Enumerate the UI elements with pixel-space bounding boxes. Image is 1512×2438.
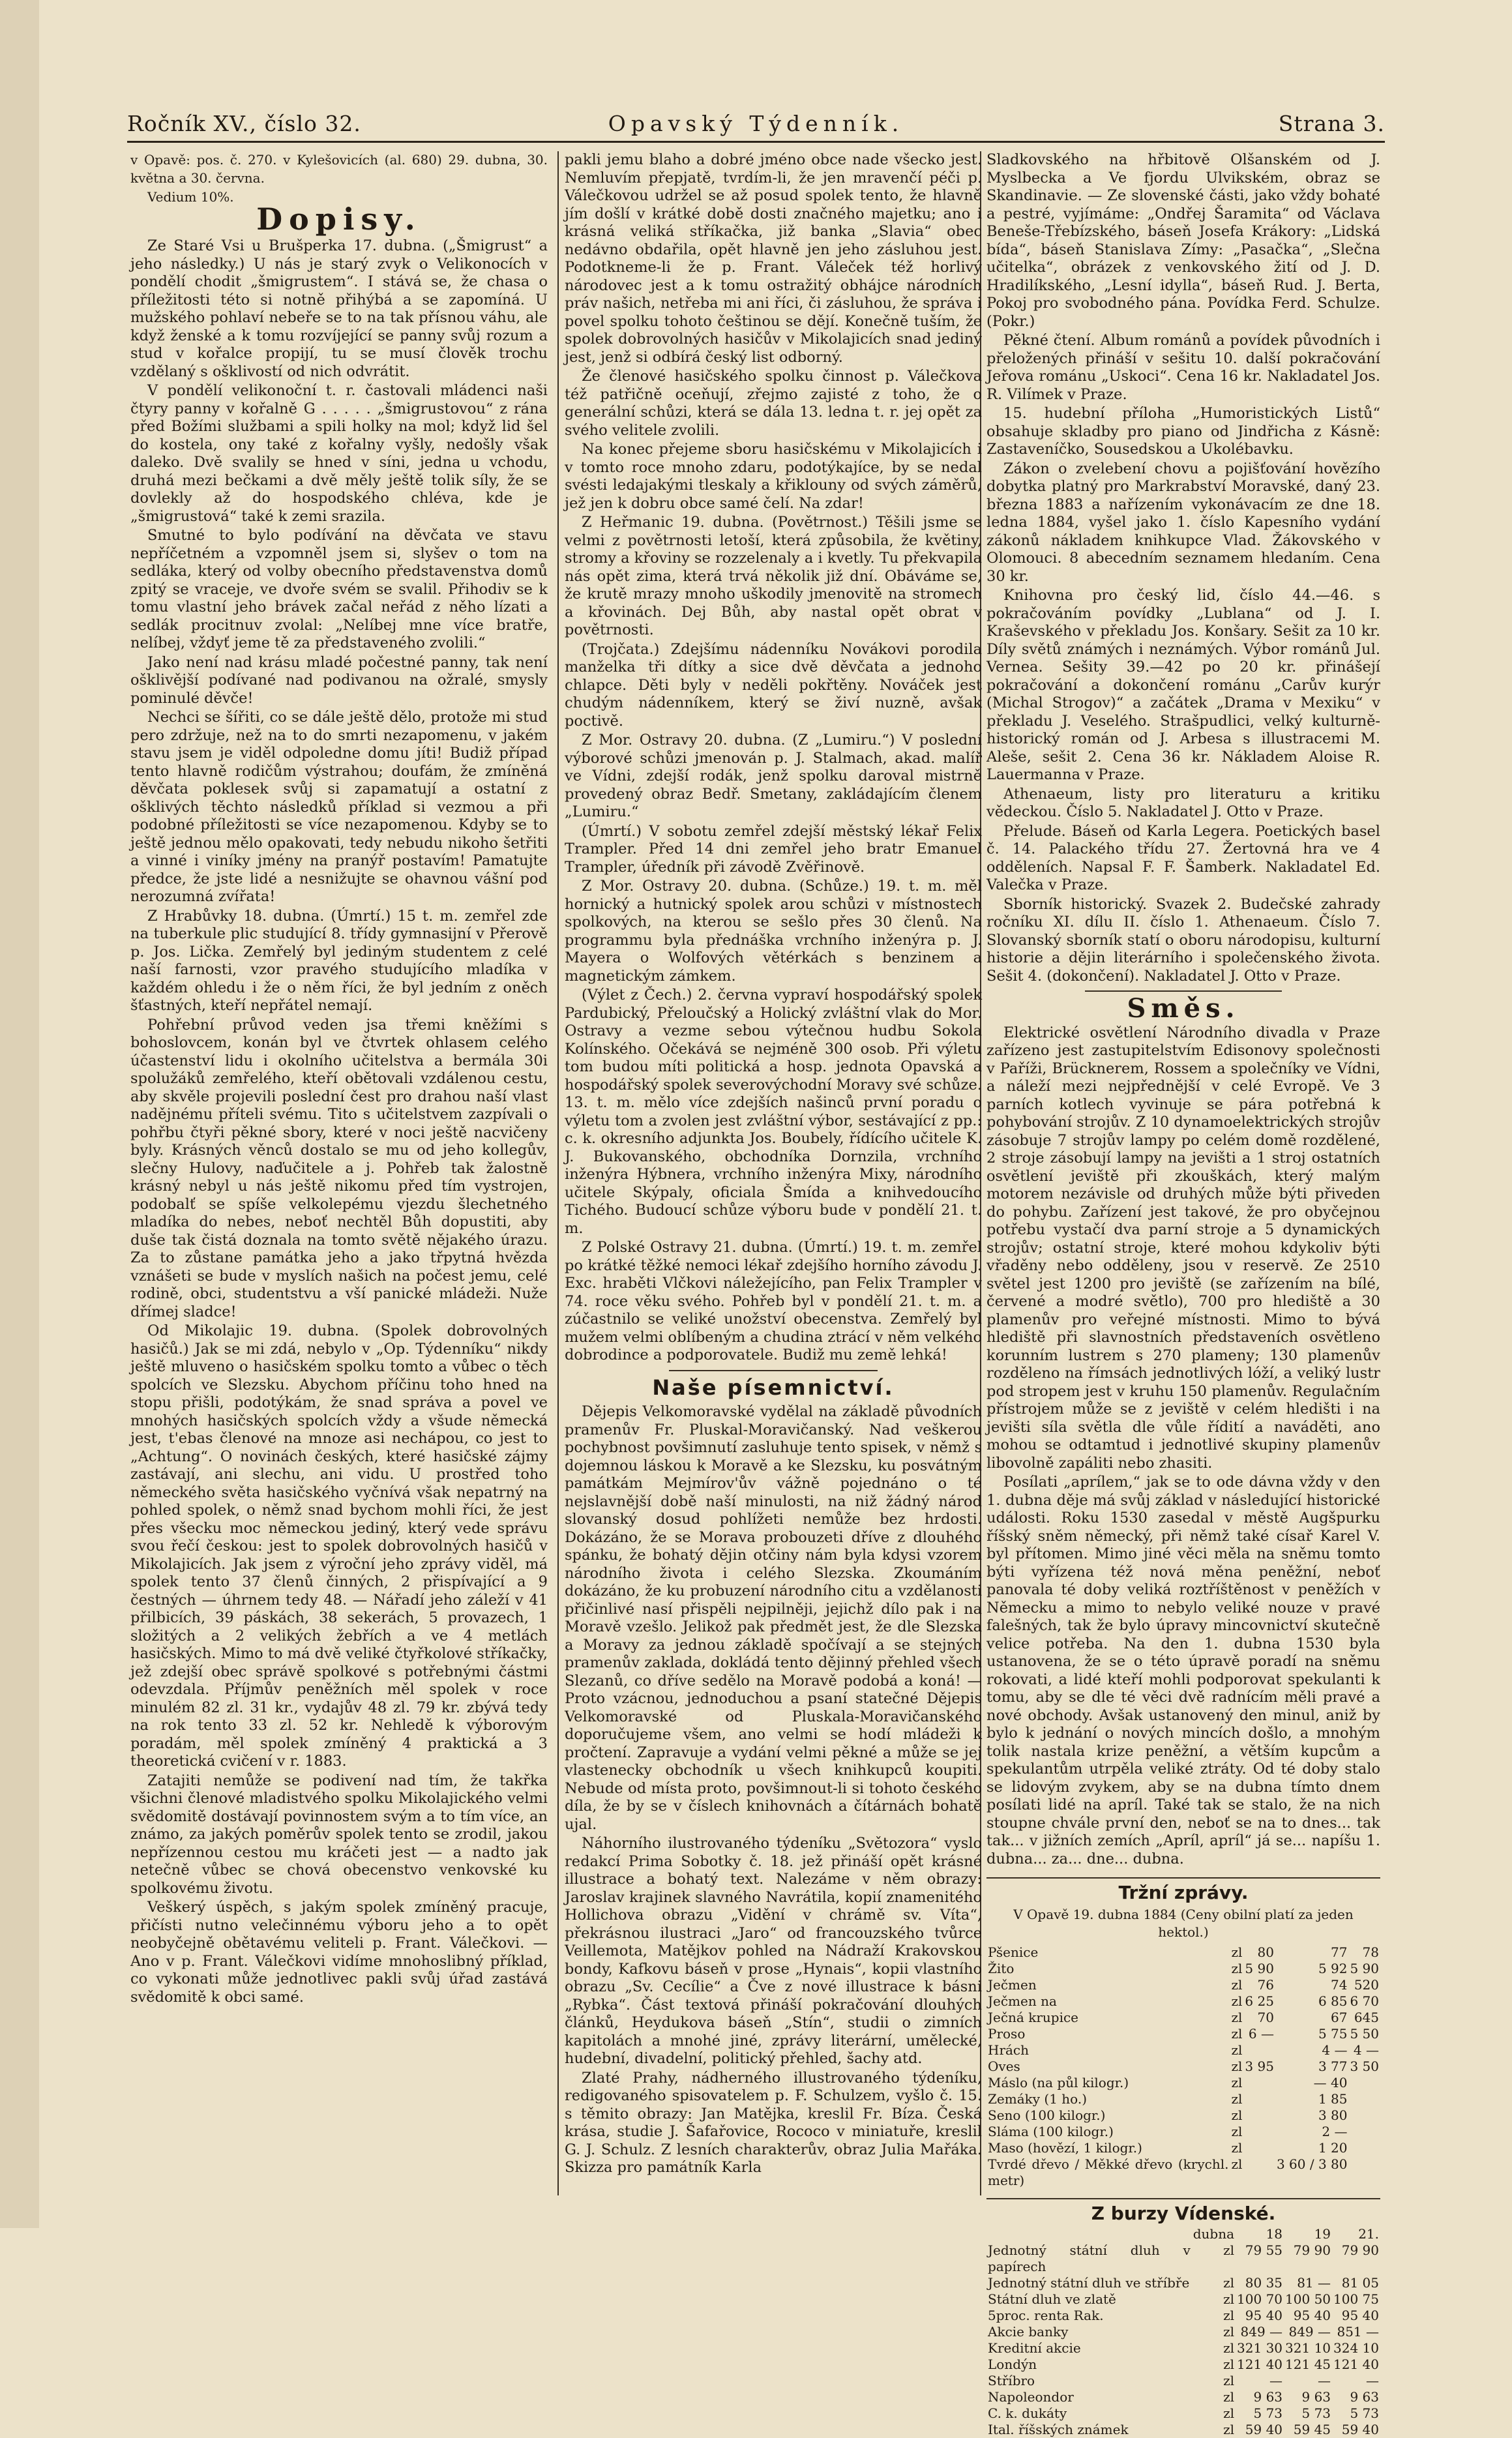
literature-paragraph: Zákon o zvelebení chovu a pojišťování hovězího dobytka platný pro Markrabství Moravské, daný 23. března 1883 a nařízením vykonávacím ze dne 18. ledna 1884, vyšel jako 1. číslo Kapesního vydání zákonů nákladem knihkupce Vlad. Žákovského v Olomouci. 8 abecedním seznamem hledaním. Cena 30 kr. <box>986 460 1380 585</box>
row-label: Tvrdé dřevo / Měkké dřevo (krychl. metr) <box>988 2156 1229 2188</box>
row-value: 9 63 <box>1301 2389 1331 2405</box>
row-value: 2 — <box>1322 2123 1348 2139</box>
vienna-exchange-title: Z burzy Vídenské. <box>986 2198 1380 2223</box>
table-row <box>986 2156 1380 2189</box>
row-value: 4 — <box>1322 2042 1348 2058</box>
row-value: 1 20 <box>1318 2139 1348 2156</box>
row-label: Kreditní akcie <box>988 2340 1081 2356</box>
table-row <box>986 2324 1380 2340</box>
row-label: Hrách <box>988 2042 1030 2058</box>
row-label: Jednotný státní dluh v papírech <box>988 2242 1191 2274</box>
miscellany-title: Směs. <box>1127 993 1240 1024</box>
row-unit: zl <box>1231 2107 1243 2123</box>
row-value: 849 — <box>1288 2324 1331 2340</box>
literature-title: Naše písemnictví. <box>652 1375 895 1400</box>
table-row <box>986 2373 1380 2389</box>
row-value: 6 — <box>1248 2025 1274 2042</box>
row-unit: zl <box>1231 2139 1243 2156</box>
row-value: — 40 <box>1313 2074 1348 2090</box>
row-value: 81 — <box>1297 2275 1331 2291</box>
row-value: — <box>1366 2373 1379 2388</box>
page-header <box>127 104 1385 143</box>
row-value: 95 40 <box>1245 2308 1283 2323</box>
row-label: Ječmen <box>988 1976 1037 1993</box>
row-unit: zl <box>1223 2275 1235 2291</box>
row-value: 5 73 <box>1253 2405 1283 2421</box>
row-unit: zl <box>1231 2074 1243 2090</box>
table-row <box>986 2405 1380 2422</box>
table-row <box>986 2422 1380 2438</box>
column-2 <box>565 151 982 2202</box>
article-paragraph: Že členové hasičského spolku činnost p. Válečkova též patřičně oceňují, zřejmo zajisté z toho, že o generální schůzi, která se dála 13. ledna t. r. jej opět za svého velitele zvolili. <box>565 368 982 439</box>
literature-paragraph: Knihovna pro český lid, číslo 44.—46. s pokračováním povídky „Lublana“ od J. I. Kraševského v překladu Jos. Konšary. Sešit za 10 kr. Díly světů známých i neznámých. Výbor románů Jul. Vernea. Sešity 39.—42 po 20 kr. přinášejí pokračování a dokončení románu „Carův kurýr (Michal Strogov)“ a začátek „Drama v Mexiku“ v překladu J. Veselého. Strašpudlici, velký kulturně-historický román od J. Arbesa s illustracemi M. Aleše, sešit 2. Cena 36 kr. Nákladem Aloise R. Lauermanna v Praze. <box>986 587 1380 783</box>
table-row <box>986 1944 1380 1961</box>
row-unit: zl <box>1231 2009 1243 2025</box>
divider <box>669 1370 878 1371</box>
row-value: 321 10 <box>1285 2340 1331 2356</box>
row-value: 81 05 <box>1341 2275 1379 2291</box>
article-paragraph: (Trojčata.) Zdejšímu nádenníku Novákovi porodila manželka tři dítky a sice dvě děvčata a jednoho chlapce. Děti byly v neděli pokřtěny. Nováček jest chudým nádenníkem, který se živí nuzně, avšak poctivě. <box>565 640 982 730</box>
row-value: 3 80 <box>1318 2107 1348 2123</box>
article-paragraph: Pohřební průvod veden jsa třemi kněžími s bohoslovcem, konán byl ve čtvrtek ohlasem celého účastenství lidu i okolního učitelstva a bermála 30i spolužáků zemřelého, kteří obětovali vzdálenou cestu, aby skvěle projevili poslední čest pro drahou naší vlast nadějnému příteli svému. Tito s učitelstvem zazpívali o pohřbu čtyři pěkné sbory, které v noci ještě nacvičeny byly. Krásných věnců dostalo se mu od jeho kollegův, slečny Hulovy, naďučitele a j. Pohřeb tak žalostně krásný nebyl u nás ještě nikomu před tím vystrojen, podobalť se spíše velkolepému vjezdu šlechetného mladíka do nebes, neboť nechtěl Bůh dopustiti, aby duše tak čistá doznala na tomto světě nějakého úrazu. Za to zůstane památka jeho a jako třpytná hvězda vznášeti se bude v myslích našich na počest jemu, celé rodině, obci, studentstvu a vší panické mládeži. Nuže dřímej sladce! <box>130 1016 548 1320</box>
row-value: 121 40 <box>1237 2356 1283 2372</box>
table-row <box>986 2042 1380 2059</box>
row-value: 77 <box>1331 1944 1348 1960</box>
row-value: 95 40 <box>1341 2308 1379 2323</box>
row-label: 5proc. renta Rak. <box>988 2308 1104 2323</box>
row-value: 5 90 <box>1350 1960 1379 1976</box>
article-paragraph: Ze Staré Vsi u Brušperka 17. dubna. („Šmigrust“ a jeho následky.) U nás je starý zvyk o Velikonocích v pondělí chodit „šmigrustem“. I stává se, že chasa o příležitosti této si notně přihýbá a se zapomíná. U mužského pohlaví nebeře se to na tak přísnou váhu, ale když ženské a k tomu rozvíjející se panny svůj rozum a stud v kořalce propijí, tu se musí člověk trochu vzdělaný s ošklivostí od nich odvrátit. <box>130 237 548 380</box>
article-paragraph: Na konec přejeme sboru hasičskému v Mikolajicích i v tomto roce mnoho zdaru, podotýkajíce, by se nedal svésti ledajakými tleskaly a křiklouny od svých záměrů, jež jen k dobru obce samé čelí. Na zdar! <box>565 441 982 512</box>
row-label: Maso (hovězí, 1 kilogr.) <box>988 2139 1142 2156</box>
row-label: Oves <box>988 2058 1020 2074</box>
row-label: Státní dluh ve zlatě <box>988 2291 1116 2307</box>
row-unit: zl <box>1231 2156 1243 2172</box>
row-label: Proso <box>988 2025 1026 2042</box>
row-value: 851 — <box>1337 2324 1379 2340</box>
lead-text-2: Vedium 10%. <box>147 189 234 205</box>
miscellany-paragraph: Elektrické osvětlení Národního divadla v Praze zařízeno jest zastupitelstvím Edisonovy společnosti v Paříži, Brücknerem, Rossem a společníky ve Vídni, a náleží mezi nejpřednější v celé Evropě. Ve 3 parních kotlech vyvinuje se pára potřebná k pohybování strojův. Z 10 dynamoelektrických strojův zásobuje 7 strojův lampy po celém domě rozdělené, 2 stroje zásobují lampy na jevišti a 1 stroj ostatních osvětlení jeviště při zkouškách, který malým motorem nezávisle od druhých může býti přiveden do pohybu. Zařízení jest takové, že pro obyčejnou potřebu vystačí dva parní stroje a 5 dynamických strojův; ostatní stroje, které mohou kdykoliv býti vřaděny nebo odděleny, jsou v reservě. Ze 2510 světel jest 1200 pro jeviště (se zařízením na bílé, červené a modré světlo), 700 pro hlediště a 30 plamenův pro veřejné místnosti. Mimo to bývá hlediště při slavnostních představeních osvětleno korunním lustrem s 270 plameny; 130 plamenův rozděleno na římsách jednotlivých lóží, a veliký lustr pod stropem jest v kruhu 150 plamenův. Regulačním přístrojem může se z jeviště v celém hledišti i na jevišti síla světla dle vůle řídití a naváděti, ano mohou se odtamtud i jednotlivé skupiny plamenův libovolně zapáliti nebo zhasiti. <box>986 1024 1380 1472</box>
row-value: 4 — <box>1353 2042 1379 2058</box>
row-value: 3 50 <box>1350 2058 1379 2074</box>
row-unit: zl <box>1231 2090 1243 2107</box>
column-1 <box>130 151 548 2202</box>
row-unit: zl <box>1231 2123 1243 2139</box>
literature-paragraph: Sborník historický. Svazek 2. Budečské zahrady ročníku XI. dílu II. číslo 1. Athenaeum. Číslo 7. Slovanský sborník statí o oboru národopisu, kulturní historie a dějin literárního i společenského života. Sešit 4. (dokončení). Nakladatel J. Otto v Praze. <box>986 895 1380 985</box>
table-row <box>986 2026 1380 2042</box>
row-value: 95 40 <box>1293 2308 1331 2323</box>
row-unit: zl <box>1223 2242 1235 2258</box>
row-value: 80 <box>1257 1944 1274 1960</box>
column-separator <box>557 151 559 2195</box>
row-unit: zl <box>1231 2025 1243 2042</box>
row-label: Akcie banky <box>988 2324 1069 2340</box>
table-row <box>986 2059 1380 2075</box>
row-value: 1 85 <box>1318 2090 1348 2107</box>
row-value: 5 90 <box>1245 1960 1274 1976</box>
divider <box>1085 990 1282 992</box>
row-value <box>1243 2140 1275 2156</box>
row-unit: zl <box>1231 1960 1243 1976</box>
article-paragraph: Smutné to bylo podívání na děvčata ve stavu nepříčetném a vzpomněl jsem si, slyšev o tom na sedláka, který od volby obecního představenstva domů zpitý se vraceje, ve dvoře svém se svalil. Přihodiv se k tomu vlastní jeho brávek začal neřád z něho lízati a sedlák procitnuv zvolal: „Nelíbej mne více bratře, nelíbej, vždyť jeme tě za představeného zvolili.“ <box>130 527 548 651</box>
article-paragraph: Od Mikolajic 19. dubna. (Spolek dobrovolných hasičů.) Jak se mi zdá, nebylo v „Op. Týdenníku“ nikdy ještě mluveno o hasičském spolku tomto a vůbec o těch spolcích ve Slezsku. Abychom příčinu toho hned na stopu přišli, podotýkám, že snad správa a povel ve mnohých hasičských spolcích vždy a všude německá jest, t'ebas členové na mnoze asi nechápou, co jest to „Achtung“. O novinách českých, které hasičské zájmy zastávají, ani slechu, ani vidu. U prostřed toho německého světa hasičského vyčnívá však nepatrný na pohled spolek, o němž snad bychom mohli říci, že jest přes všecku moc německou jediný, který vede správu svou řečí českou: jest to spolek dobrovolných hasičů v Mikolajicích. Jak jsem z výroční jeho zprávy viděl, má spolek tento 37 členů činných, 2 přispívající a 9 čestných — úhrnem tedy 48. — Nářadí jeho záleží v 41 přilbicích, 39 páskách, 38 sekerách, 5 provazech, 1 složitých a 2 velikých žebřích a ve 4 metlách hasičských. Mimo to má dvě veliké čtyřkolové stříkačky, jež zdejší obec správě spolkové s potřebnými částmi odevzdala. Příjmův peněžních měl spolek v roce minulém 82 zl. 31 kr., vydajův 48 zl. 79 kr. zbývá tedy na rok tento 33 zl. 52 kr. Nehledě k výborovým poradám, měl spolek zmíněný 4 praktická a 3 theoretická cvičení v r. 1883. <box>130 1322 548 1770</box>
row-label: Napoleondor <box>988 2389 1074 2405</box>
row-unit: zl <box>1223 2324 1235 2340</box>
row-value: 645 <box>1354 2009 1379 2025</box>
literature-paragraph: Sladkovského na hřbitově Olšanském od J. Myslbecka a Ve fjordu Ulvikském, obraz se Skandinavie. — Ze slovenské části, jako vždy bohaté a pestré, vyjímáme: „Ondřej Šaramita“ od Václava Beneše-Třebízského, báseň Josefa Krákory: „Lidská bída“, báseň Stanislava Zímy: „Pasačka“, „Slečna učitelka“, obrázek z venkovského žití od J. D. Hradilíkského, „Lesní idylla“, báseň Rud. J. Berta, Pokoj pro svobodného pána. Povídka Ferd. Schulze. (Pokr.) <box>986 151 1380 330</box>
literature-paragraph: Náhorního ilustrovaného týdeníku „Světozora“ vyslo redakcí Prima Sobotky č. 18. jež přináší opět krásné illustrace a bohatý text. Nalezáme v něm obrazy: Jaroslav krajinek slavného Navrátila, kopií znamenitého Hollichova obrazu „Vidění v chrámě sv. Víta“, překrásnou ilustraci „Jaro“ od francouzského tvůrce Veillemota, Matějkov pohled na Nádraží Krakovskou bondy, Kafkovu báseň v prose „Hynais“, kopii vlastního obrazu „Sv. Cecílie“ a Čve z nové illustrace k básni „Rybka“. Část textová přináší pokračování dlouhých článků, Heydukova báseň „Stín“, studii o zimních kapitolách a mnohé jiné, zprávy literární, umělecké, hudební, divadelní, politický přehled, šachy atd. <box>565 1835 982 2067</box>
row-unit: zl <box>1223 2389 1235 2405</box>
row-value: 79 55 <box>1245 2242 1283 2258</box>
article-paragraph: Zatajiti nemůže se podivení nad tím, že takřka všichni členové mladistvého spolku Mikolajického velmi svědomitě dostávají povinnostem svým a to tím více, an známo, za jakých poměrův spolek tento se zrodil, jakou nepřízennou cestou mu kráčeti jest — a nadto jak netečně vůbec se chová obecenstvo venkovské ku spolkovému životu. <box>130 1772 548 1897</box>
article-paragraph: Z Polské Ostravy 21. dubna. (Úmrtí.) 19. t. m. zemřel po krátké těžké nemoci lékař zdejšího horního závodu J. Exc. hraběti Vlčkovi náležejícího, pan Felix Trampler v 74. roce věku svého. Pohřeb byl v pondělí 21. t. m. a zúčastnilo se veliké unožství obecenstva. Zemřelý byl mužem velmi oblíbeným a chudina ztrácí v něm velkého dobrodince a podporovatele. Budiž mu země lehká! <box>565 1239 982 1363</box>
market-subtitle: V Opavě 19. dubna 1884 (Ceny obilní platí za jeden hektol.) <box>1013 1906 1354 1940</box>
row-value: 6 25 <box>1245 1993 1274 2009</box>
table-row <box>986 2107 1380 2124</box>
row-value: 76 <box>1257 1976 1274 1993</box>
row-label: C. k. dukáty <box>988 2405 1067 2421</box>
vienna-exchange-table <box>986 2226 1380 2438</box>
row-value <box>1243 2124 1275 2140</box>
column-3 <box>986 151 1380 2437</box>
column-header: 18 <box>1266 2226 1283 2242</box>
market-title: Tržní zprávy. <box>986 1877 1380 1902</box>
row-value: 100 50 <box>1285 2291 1331 2307</box>
header-spacer <box>986 2226 1192 2242</box>
row-unit: zl <box>1223 2373 1235 2388</box>
row-value <box>1243 2156 1275 2189</box>
row-value: 74 <box>1331 1976 1348 1993</box>
row-unit: zl <box>1223 2422 1235 2437</box>
row-unit: zl <box>1231 1944 1243 1960</box>
literature-paragraph: Pěkné čtení. Album románů a povídek původních i přeložených přináší v sešitu 10. další pokračování Jeřova románu „Uskoci“. Cena 16 kr. Nakladatel Jos. R. Vilímek v Praze. <box>986 332 1380 403</box>
row-value: 6 70 <box>1350 1993 1379 2009</box>
article-paragraph: Jako není nad krásu mladé počestné panny, tak není ošklivější podívané nad podivanou na ožralé, smysly pominulé děvče! <box>130 653 548 707</box>
row-value: 100 70 <box>1237 2291 1283 2307</box>
table-row <box>986 1961 1380 1977</box>
row-value <box>1243 2107 1275 2124</box>
row-label: Sláma (100 kilogr.) <box>988 2123 1114 2139</box>
row-value: 3 77 <box>1318 2058 1348 2074</box>
row-unit: zl <box>1231 2058 1243 2074</box>
page-edge-shadow <box>0 0 39 2228</box>
row-value: — <box>1269 2373 1283 2388</box>
row-unit: zl <box>1223 2405 1235 2421</box>
row-value: 3 95 <box>1245 2058 1274 2074</box>
row-value: 6 85 <box>1318 1993 1348 2009</box>
table-header-row <box>986 2226 1380 2242</box>
row-label: Ital. říšských známek <box>988 2422 1129 2437</box>
table-row <box>986 2356 1380 2373</box>
column-header: 19 <box>1314 2226 1331 2242</box>
row-unit: zl <box>1231 1993 1243 2009</box>
market-table <box>986 1944 1380 2189</box>
row-label: Londýn <box>988 2356 1037 2372</box>
row-unit: zl <box>1223 2291 1235 2307</box>
row-value: 59 40 <box>1245 2422 1283 2437</box>
row-value: 9 63 <box>1350 2389 1379 2405</box>
article-paragraph: Z Heřmanic 19. dubna. (Povětrnost.) Těšili jsme se velmi z povětrnosti letoší, která způsobila, že květiny, stromy a křoviny se rozzelenaly a i kvetly. Tu překvapila nás opět zima, která trvá několik již dní. Obáváme se, že krutě mrazy mnoho uškodily jmenovitě na stromech a křovinách. Dej Bůh, aby nastal opět obrat v povětrnosti. <box>565 514 982 638</box>
article-paragraph: pakli jemu blaho a dobré jméno obce nade všecko jest. Nemluvím přepjatě, tvrdím-li, že jen mravenčí péči p. Válečkovou udržel se až posud spolek tento, že hlavně jím došlí v krátké době dosti značného majetku; ano i krásná veliká stříkačka, již banka „Slavia“ obec nedávno obdařila, opět hlavně jen jeho zásluhou jest. Podotkneme-li že p. Frant. Váleček též horlivý národovec jest a k tomu ostražitý obhájce národních práv našich, netřeba mi ani říci, či zásluhou, že správa i povel spolku tohoto češtinou se dějí. Konečně tuším, že spolek dobrovolných hasičův v Mikolajicích snad jediný jest, jenž si odbírá český list odborný. <box>565 151 982 366</box>
table-row <box>986 2242 1380 2275</box>
article-paragraph: Z Hrabůvky 18. dubna. (Úmrtí.) 15 t. m. zemřel zde na tuberkule plic studující 8. třídy gymnasijní v Přerově p. Jos. Lička. Zemřelý byl jediným studentem z celé naší farnosti, vzor pravého studujícího mladíka v každém ohledu i že o něm říci, že byl jedním z oněch šťastných, kteří nepřátel nemají. <box>130 907 548 1014</box>
lead-text: v Opavě: pos. č. 270. v Kylešovicích (al. 680) 29. dubna, 30. května a 30. června. <box>130 152 548 186</box>
row-value <box>1348 2075 1380 2091</box>
row-unit: zl <box>1223 2356 1235 2372</box>
row-label: Ječmen na <box>988 1993 1057 2009</box>
row-value: 100 75 <box>1333 2291 1379 2307</box>
row-value <box>1348 2124 1380 2140</box>
column-header: dubna <box>1193 2226 1235 2242</box>
row-value: 67 <box>1331 2009 1348 2025</box>
section-title: Dopisy. <box>256 201 422 237</box>
row-label: Máslo (na půl kilogr.) <box>988 2074 1129 2090</box>
table-row <box>986 2075 1380 2091</box>
article-paragraph: Z Mor. Ostravy 20. dubna. (Z „Lumiru.“) V poslední výborové schůzi jmenován p. J. Stalmach, akad. malíř ve Vídni, zdejší rodák, jenž spolku daroval mistrně provedený obraz Bedř. Smetany, zakládajícím členem „Lumiru.“ <box>565 732 982 820</box>
literature-paragraph: Dějepis Velkomoravské vydělal na základě původních pramenův Fr. Pluskal-Moravičanský. Nad veškerou pochybnost povšimnutí zasluhuje tento spisek, v němž s dojemnou láskou k Moravě a ke Slezsku, ku posvátným památkám Mejmírov'ův vážně pojednáno o té nejslavnější době naší minulosti, na niž žádný národ slovanský dosud pohlížeti nemůže bez hrdosti. Dokázáno, že se Morava probouzeti dříve z dlouhého spánku, že bohatý dějin otčiny nám byla kdysi vzorem národního života i celého Slezska. Zkoumáním dokázáno, že ku probuzení národního citu a vzdělanosti přičinlivé nasí přispěli nejpilněji, jejichž dílo pak i na Moravě vzešlo. Jelikož pak předmět jest, že dle Slezska a Moravy za jednou základě spočívají a se stejných pramenův zaklada, dokládá tento dějinný přehled všech Slezanů, co dříve sedělo na Moravě podobá a koná! — Proto vzácnou, jednoduchou a psaní statečné Dějepis Velkomoravské od Pluskala-Moravičanského doporučujeme všem, ano velmi se hodí mládeži k pročtení. Zapravuje a vydání velmi pěkné a může se jej vlastenecky obchodník u všech knihkupců koupiti. Nebude od místa proto, povšimnout-li si tohoto českého díla, že by se v číslech knihovnách a čítárnách bohatě ujal. <box>565 1403 982 1833</box>
row-value <box>1348 2140 1380 2156</box>
row-value <box>1243 2075 1275 2091</box>
row-value: 79 90 <box>1293 2242 1331 2258</box>
row-value <box>1348 2107 1380 2124</box>
row-label: Zemáky (1 ho.) <box>988 2090 1088 2107</box>
row-value: 324 10 <box>1333 2340 1379 2356</box>
row-value: 80 35 <box>1245 2275 1283 2291</box>
row-unit: zl <box>1223 2340 1235 2356</box>
row-unit: zl <box>1223 2308 1235 2323</box>
row-value <box>1243 2042 1275 2059</box>
row-value: — <box>1318 2373 1331 2388</box>
article-paragraph: (Výlet z Čech.) 2. června vypraví hospodářský spolek Pardubický, Přeloučský a Holický zvláštní vlak do Mor. Ostravy a vezme sebou výtečnou hudbu Sokola Kolínského. Očekává se nejméně 300 osob. Při výletu tom budou míti politická a hosp. jednota Opavská a hospodářský spolek severovýchodní Moravy své schůze. 13. t. m. mělo více zdejších našinců první poradu o výletu tom a zvolen jest zvláštní výbor, sestávající z pp.: c. k. okresního adjunkta Jos. Boubely, řídícího učitele K. J. Bukovanského, obchodníka Dornzila, vrchního inženýra Hýbnera, vrchního inženýra Mixy, národního učitele Skýpaly, oficiala Šmída a knihvedoucího Tichého. Budoucí schůze výboru bude v pondělí 21. t. m. <box>565 987 982 1237</box>
row-value: 5 73 <box>1301 2405 1331 2421</box>
page-number: Strana 3. <box>1278 111 1385 136</box>
literature-paragraph: Athenaeum, listy pro literaturu a kritiku vědeckou. Číslo 5. Nakladatel J. Otto v Praze. <box>986 785 1380 820</box>
row-value <box>1348 2091 1380 2107</box>
row-unit: zl <box>1231 2042 1243 2058</box>
issue-number: Ročník XV., číslo 32. <box>127 111 361 136</box>
header-rule <box>127 141 1385 143</box>
literature-paragraph: Přelude. Báseň od Karla Legera. Poetických basel č. 14. Palackého třídu 27. Žertovná hra ve 4 odděleních. Napsal F. F. Šamberk. Nakladatel Ed. Valečka v Praze. <box>986 822 1380 893</box>
table-row <box>986 2340 1380 2356</box>
table-row <box>986 2140 1380 2156</box>
article-paragraph: V pondělí velikonoční t. r. častovali mládenci naši čtyry panny v kořalně G . . . . . „šmigrustovou“ z rána před Božími službami a spili holky na mol; když lid šel do kostela, ony také z kořalny vyšly, nedošly však daleko. Dvě svalily se hned v síni, jedna u vchodu, druhá mezi bečkami a dvě měly ještě tolik síly, že se dovlekly až do hospodského chléva, kde je „šmigrustová“ také k zemi srazila. <box>130 382 548 525</box>
table-row <box>986 2291 1380 2308</box>
table-row <box>986 2308 1380 2324</box>
row-value: 5 50 <box>1350 2025 1379 2042</box>
row-value: 79 90 <box>1341 2242 1379 2258</box>
article-paragraph: Z Mor. Ostravy 20. dubna. (Schůze.) 19. t. m. měl hornický a hutnický spolek arou schůzi v místnostech spolkových, na kterou se sešlo přes 30 členů. Na programmu byla přednáška vrchního inženýra p. J. Mayera o Wolfových větérkách s benzinem a magnetickým zámkem. <box>565 878 982 985</box>
table-row <box>986 1993 1380 2010</box>
table-row <box>986 2010 1380 2026</box>
article-paragraph: Nechci se šířiti, co se dále ještě dělo, protože mi stud pero zdržuje, než na to do smrti nezapomenu, v jakém stavu jsem je viděl odpoledne domu jíti! Budiž případ tento hlavně rodičům výstrahou; doufám, že zmíněná děvčata poklesek svůj si zapamatují a ostatní z ošklivých těchto následků příklad si vezmou a při podobné příležitosti se více nezapomenou. Kdyby se to ještě jednou mělo opakovati, tedy nebudu nikoho šetřiti a vinné i viníky jmény na pranýř postavím! Pamatujte předce, že jste lidé a nesnižujte se ohavnou vášní pod nerozumná zvířata! <box>130 709 548 905</box>
row-value: 849 — <box>1240 2324 1283 2340</box>
table-row <box>986 2275 1380 2291</box>
row-label: Pšenice <box>988 1944 1039 1960</box>
row-label: Ječná krupice <box>988 2009 1079 2025</box>
row-label: Jednotný státní dluh ve stříbře <box>988 2275 1190 2291</box>
row-label: Stříbro <box>988 2373 1035 2388</box>
table-row <box>986 1977 1380 1993</box>
row-value: 321 30 <box>1237 2340 1283 2356</box>
newspaper-title: Opavský Týdenník. <box>608 111 904 136</box>
table-row <box>986 2124 1380 2140</box>
row-value <box>1243 2091 1275 2107</box>
row-value <box>1348 2156 1380 2189</box>
row-value: 121 40 <box>1333 2356 1379 2372</box>
article-paragraph: Veškerý úspěch, s jakým spolek zmíněný pracuje, přičísti nutno velečinnému výboru jeho a to opět neobyčejně obětavému veliteli p. Frant. Válečkovi. — Ano v p. Frant. Válečkovi vidíme mnohoslibný příklad, co vykonati může jednotlivec pakli svůj úřad zastává svědomitě k obci samé. <box>130 1899 548 2006</box>
row-value: 5 92 <box>1318 1960 1348 1976</box>
row-label: Seno (100 kilogr.) <box>988 2107 1106 2123</box>
row-value: 3 60 / 3 80 <box>1276 2156 1348 2172</box>
literature-paragraph: Zlaté Prahy, nádherného illustrovaného týdeníku, redigovaného spisovatelem p. F. Schulzem, vyšlo č. 15. s těmito obrazy: Jan Matějka, kreslil Fr. Bíza. Česká krása, studie J. Šafařovice, Rococo v miniatuře, kreslil G. J. Schulz. Z lesních charakterův, obraz Julia Mařáka. Skizza pro památník Karla <box>565 2069 982 2176</box>
row-value: 9 63 <box>1253 2389 1283 2405</box>
article-paragraph: (Úmrtí.) V sobotu zemřel zdejší městský lékař Felix Trampler. Před 14 dni zemřel jeho bratr Emanuel Trampler, úředník při závodě Zvěřinově. <box>565 822 982 876</box>
row-unit: zl <box>1231 1976 1243 1993</box>
row-value: 5 75 <box>1318 2025 1348 2042</box>
row-value: 121 45 <box>1285 2356 1331 2372</box>
row-value: 78 <box>1362 1944 1379 1960</box>
row-value: 70 <box>1257 2009 1274 2025</box>
table-row <box>986 2389 1380 2405</box>
table-row <box>986 2091 1380 2107</box>
row-value: 59 40 <box>1341 2422 1379 2437</box>
row-value: 5 73 <box>1350 2405 1379 2421</box>
miscellany-paragraph: Posílati „aprílem,“ jak se to ode dávna vždy v den 1. dubna děje má svůj základ v následující historické události. Roku 1530 zasedal v městě Augšpurku říšský sněm německý, při němž také císař Karel V. byl přítomen. Mimo jiné věci měla na sněmu tomto býti vyřízena též nová měna peněžní, neboť panovala té doby veliká roztříštěnost v peněžích v Německu a mimo to nebylo veliké nouze v pravé falešných, tak že bylo úpravy mincovnictví skutečně velice potřeba. Na den 1. dubna 1530 byla ustanovena, že se o této úpravě poradí na sněmu rokovati, a lidé kteří mohli podporovat spekulanti k tomu, aby se dle té věci dvě radnícím měli pravé a nové obchody. Avšak ustanovený den minul, aniž by bylo k jednání o nových mincích došlo, a mnohým tolik nastala krize peněžní, a větším kupcům a spekulantům utrpěla veliké ztráty. Od té doby stalo se lidovým zvykem, aby se na dubna tímto dnem posílati lidé na apríl. Také tak se stalo, že na nich stoupne chvále první den, neboť se na to dnes... tak tak... v jižních zemích „Apríl, apríl“ já se... napíšu 1. dubna... za... dne... dubna. <box>986 1474 1380 1867</box>
row-label: Žito <box>988 1960 1015 1976</box>
column-header: 21. <box>1358 2226 1379 2242</box>
row-value: 59 45 <box>1293 2422 1331 2437</box>
literature-paragraph: 15. hudební příloha „Humoristických Listů“ obsahuje skladby pro piano od Jindřicha z Kásně: Zastaveníčko, Sousedskou a Ukolébavku. <box>986 405 1380 458</box>
row-value: 520 <box>1354 1976 1379 1993</box>
